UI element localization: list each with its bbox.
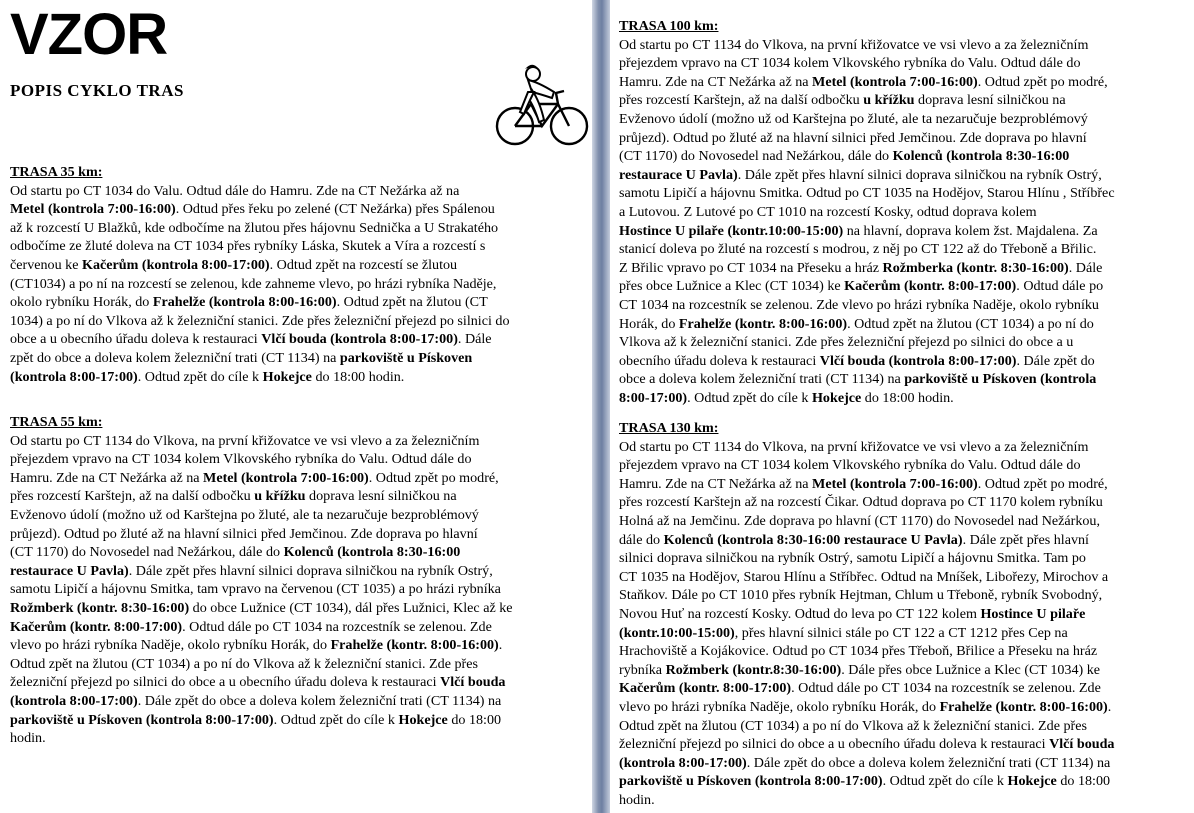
route-text-line xyxy=(10,293,510,312)
route-text: . Odtud dále po CT 1034 na rozcestník se zelenou. Zde xyxy=(791,680,1101,697)
route-text: přejezdem vpravo na CT 1034 kolem Vlkovského rybníka do Valu. Odtud dále do xyxy=(619,55,1081,72)
route-text: . Odtud zpět po modré, xyxy=(977,73,1108,90)
route-text: (CT1034) a po ní na rozcestí se zelenou, kde zahneme vlevo, po hrázi rybníka Naděje, xyxy=(10,275,497,292)
route-text: . xyxy=(1107,698,1112,715)
route-text-line xyxy=(619,296,1115,315)
route-text-line xyxy=(10,506,513,525)
checkpoint-text: Metel (kontrola 7:00-16:00) xyxy=(812,73,978,90)
route-text: . Dále zpět do obce a doleva kolem železniční trati (CT 1134) na xyxy=(746,754,1111,771)
route-text: a Lutovou. Z Lutové po CT 1010 na rozcestí Kosky, odtud doprava kolem xyxy=(619,203,1037,220)
route-text-line xyxy=(619,438,1114,457)
route-text-line xyxy=(10,729,513,748)
route-text-line xyxy=(619,203,1115,222)
checkpoint-text: parkoviště u Pískoven (kontrola xyxy=(904,371,1097,388)
route-text: samotu Lipičí a hájovnu Smitka. Odtud po CT 1035 na Hodějov, Starou Hlínu , Stříbřec xyxy=(619,185,1115,202)
checkpoint-text: (kontrola 8:00-17:00) xyxy=(619,754,747,771)
route-text: . Odtud přes řeku po zelené (CT Nežárka) přes Spálenou xyxy=(175,201,495,218)
route-text: dále do xyxy=(619,531,664,548)
route-text: až k rozcestí U Blažků, kde odbočíme na žlutou přes hájovnu Sednička a U Strakatého xyxy=(10,219,499,236)
route-text-line xyxy=(10,655,513,674)
checkpoint-text: Hokejce xyxy=(262,368,312,385)
route-text: Hrachoviště a Kojákovice. Odtud po CT 1034 přes Třeboň, Břilice a Přeseku na hráz xyxy=(619,643,1098,660)
route-text-line xyxy=(619,352,1115,371)
route-text-line xyxy=(619,333,1115,352)
route-text-line xyxy=(619,36,1115,55)
route-text: zpět do obce a doleva kolem železniční trati (CT 1134) na xyxy=(10,349,340,366)
checkpoint-text: (kontr.10:00-15:00) xyxy=(727,222,844,239)
checkpoint-text: Hostince U pilaře xyxy=(980,605,1086,622)
route-text: přes obce Lužnice a Klec (CT 1034) ke xyxy=(619,278,845,295)
checkpoint-text: Hokejce xyxy=(1007,773,1057,790)
route-text: silnici doprava silničkou na rybník Ostrý, samotu Lipičí a hájovnu Smitka. Tam po xyxy=(619,550,1086,567)
route-text: do 18:00 xyxy=(1056,773,1111,790)
route-text-line xyxy=(619,259,1115,278)
route-text: (CT 1170) do Novosedel nad Nežárkou, dále do xyxy=(619,148,893,165)
route-text: Od startu po CT 1134 do Vlkova, na první křižovatce ve vsi vlevo a za železničním xyxy=(10,432,480,449)
route-text: . Odtud dále po xyxy=(1016,278,1104,295)
route-text: Hamru. Zde na CT Nežárka až na xyxy=(619,73,813,90)
route-text: . Dále xyxy=(457,331,492,348)
route-text: . Odtud zpět do cíle k xyxy=(273,711,399,728)
route-text: vlevo po hrázi rybníka Naděje, okolo rybníku Horák, do xyxy=(10,637,331,654)
route-text: Novou Huť na rozcestí Kosky. Odtud do leva po CT 122 kolem xyxy=(619,605,981,622)
checkpoint-text: Hostince U pilaře xyxy=(619,222,724,239)
route-text: Horák, do xyxy=(619,315,679,332)
route-text-line xyxy=(10,618,513,637)
route-text: Evženovo údolí (možno už od Karštejna po žluté, ale ta nezaručuje bezproblémový xyxy=(619,110,1088,127)
checkpoint-text: restaurace U Pavla) xyxy=(619,166,738,183)
route-text-line xyxy=(10,525,513,544)
route-text: obce a u obecního úřadu doleva k restauraci xyxy=(10,331,262,348)
route-heading: TRASA 55 km: xyxy=(10,414,103,430)
route-text: obecního úřadu doleva k restauraci xyxy=(619,352,820,369)
route-text-line xyxy=(619,772,1114,791)
route-text: samotu Lipičí a hájovnu Smitka, tam vpravo na červenou (CT 1035) a po hrázi rybníka xyxy=(10,581,501,598)
route-text: Evženovo údolí (možno už od Karštejna po žluté, ale ta nezaručuje bezproblémový xyxy=(10,506,479,523)
route-text: . Odtud zpět do cíle k xyxy=(687,389,812,406)
document-subtitle: POPIS CYKLO TRAS xyxy=(10,81,184,100)
route-text-line xyxy=(10,711,513,730)
route-100km xyxy=(619,17,1115,407)
checkpoint-text: parkoviště u Pískoven xyxy=(339,349,473,366)
route-text-line xyxy=(10,275,510,294)
route-text: přes rozcestí Karštejn až na rozcestí Čikar. Odtud doprava po CT 1170 kolem rybníku xyxy=(619,494,1103,511)
route-text: Z Břilic vpravo po CT 1034 na Přeseku a hráz xyxy=(619,259,883,276)
route-text-line xyxy=(619,370,1115,389)
route-text: průjezd). Odtud po žluté až na hlavní silnici před Jemčinou. Zde doprava po hlavní xyxy=(10,525,478,542)
route-text: železniční přejezd po silnici do obce a u obecního úřadu doleva k restauraci xyxy=(619,736,1050,753)
checkpoint-text: Kačerům (kontr. 8:00-17:00) xyxy=(844,278,1017,295)
checkpoint-text: Metel (kontrola 7:00-16:00) xyxy=(10,201,176,218)
checkpoint-text: parkoviště u Pískoven (kontrola 8:00-17:00) xyxy=(10,711,274,728)
route-text: . Dále přes obce Lužnice a Klec (CT 1034) ke xyxy=(841,661,1101,678)
route-text: přejezdem vpravo na CT 1034 kolem Vlkovského rybníka do Valu. Odtud dále do xyxy=(619,457,1081,474)
route-text-line xyxy=(10,312,510,331)
checkpoint-text: (kontrola 8:00-17:00) xyxy=(10,692,138,709)
route-text-line xyxy=(619,73,1115,92)
route-text-line xyxy=(10,450,513,469)
route-text: . Odtud zpět do cíle k xyxy=(137,368,263,385)
route-text-line xyxy=(619,493,1114,512)
route-text-line xyxy=(10,200,510,219)
route-text-line xyxy=(10,562,513,581)
route-text-line xyxy=(10,432,513,451)
route-text: průjezd). Odtud po žluté až na hlavní silnici před Jemčinou. Zde doprava po hlavní xyxy=(619,129,1087,146)
route-text: . Odtud zpět po modré, xyxy=(977,475,1108,492)
route-text: . xyxy=(498,637,503,654)
route-text-line xyxy=(10,487,513,506)
route-text: . Odtud zpět po modré, xyxy=(368,469,499,486)
route-35km xyxy=(10,163,510,386)
route-text-line xyxy=(10,692,513,711)
route-text: přes rozcestí Karštejn, až na další odbočku xyxy=(10,488,255,505)
checkpoint-text: Kolenců (kontrola 8:30-16:00 xyxy=(283,544,461,561)
route-heading: TRASA 100 km: xyxy=(619,18,719,34)
route-text: na hlavní, doprava kolem žst. Majdalena. Za xyxy=(843,222,1098,239)
route-text: . Odtud zpět na rozcestí se žlutou xyxy=(269,256,458,273)
checkpoint-text: Metel (kontrola 7:00-16:00) xyxy=(203,469,369,486)
route-text: do 18:00 hodin. xyxy=(311,368,405,385)
route-text: hodin. xyxy=(10,730,46,747)
route-text-line xyxy=(10,237,510,256)
checkpoint-text: Frahelže (kontr. 8:00-16:00) xyxy=(330,637,499,654)
route-text-line xyxy=(10,673,513,692)
route-text-line xyxy=(10,256,510,275)
route-text: přejezdem vpravo na CT 1034 kolem Vlkovského rybníka do Valu. Odtud dále do xyxy=(10,451,472,468)
route-text: rybníka xyxy=(619,661,666,678)
route-text-line xyxy=(619,717,1114,736)
route-text: Odtud zpět na žlutou (CT 1034) a po ní do Vlkova až k železniční stanici. Zde přes xyxy=(10,655,478,672)
checkpoint-text: Rožmberk (kontr. 8:30-16:00) xyxy=(10,599,190,616)
route-text-line xyxy=(619,54,1115,73)
route-text-line xyxy=(10,543,513,562)
route-text-line xyxy=(619,568,1114,587)
route-text-line xyxy=(619,184,1115,203)
left-page xyxy=(0,0,592,813)
route-text-line xyxy=(619,791,1114,810)
route-text: do obce Lužnice (CT 1034), dál přes Lužnici, Klec až ke xyxy=(189,599,513,616)
route-text-line xyxy=(619,166,1115,185)
route-text-line xyxy=(619,389,1115,408)
route-text: CT 1034 na rozcestník se zelenou. Zde vlevo po hrázi rybníka Naděje, okolo rybníku xyxy=(619,296,1099,313)
route-text: Staňkov. Dále po CT 1010 přes rybník Hejtman, Chlum u Třeboně, rybník Svobodný, xyxy=(619,587,1103,604)
checkpoint-text: restaurace U Pavla) xyxy=(10,562,129,579)
checkpoint-text: 8:00-17:00) xyxy=(619,389,688,406)
route-text-line xyxy=(10,599,513,618)
checkpoint-text: u křížku xyxy=(254,488,306,505)
route-text-line xyxy=(619,512,1114,531)
checkpoint-text: (kontr.10:00-15:00) xyxy=(619,624,735,641)
route-text-line xyxy=(619,735,1114,754)
route-text-line xyxy=(619,475,1114,494)
route-text: . Odtud zpět na žlutou (CT 1034) a po ní do xyxy=(847,315,1094,332)
right-page xyxy=(610,0,1194,813)
route-text: doprava lesní silničkou na xyxy=(914,92,1066,109)
route-text: okolo rybníku Horák, do xyxy=(10,294,153,311)
route-text-line xyxy=(10,636,513,655)
route-text: . Odtud dále po CT 1034 na rozcestník se zelenou. Zde xyxy=(182,618,492,635)
route-heading: TRASA 35 km: xyxy=(10,164,103,180)
route-text: obce a doleva kolem železniční trati (CT 1134) na xyxy=(619,371,905,388)
route-text: . Odtud zpět na žlutou (CT xyxy=(336,294,488,311)
route-text-line xyxy=(619,624,1114,643)
checkpoint-text: parkoviště u Pískoven (kontrola 8:00-17:00) xyxy=(619,773,883,790)
route-text: Od startu po CT 1134 do Vlkova, na první křižovatce ve vsi vlevo a za železničním xyxy=(619,36,1089,53)
route-130km xyxy=(619,419,1114,809)
route-text-line xyxy=(619,91,1115,110)
route-text-line xyxy=(619,240,1115,259)
route-text-line xyxy=(619,456,1114,475)
route-text-line xyxy=(619,549,1114,568)
checkpoint-text: Hokejce xyxy=(811,389,862,406)
route-text-line xyxy=(619,754,1114,773)
route-text: (CT 1170) do Novosedel nad Nežárkou, dále do xyxy=(10,544,284,561)
route-text: do 18:00 xyxy=(447,711,502,728)
checkpoint-text: u křížku xyxy=(863,92,915,109)
route-text: . Dále xyxy=(1068,259,1103,276)
checkpoint-text: (kontrola 8:00-17:00) xyxy=(10,368,138,385)
checkpoint-text: Rožmberk (kontr.8:30-16:00) xyxy=(665,661,842,678)
route-text-line xyxy=(10,330,510,349)
route-text: stanicí doleva po žluté na rozcestí s modrou, z něj po CT 122 až do Třeboně a Břilic. xyxy=(619,241,1097,258)
route-text: Vlkova až k železniční stanici. Zde přes železniční přejezd po silnici do obce a u xyxy=(619,334,1074,351)
route-heading: TRASA 130 km: xyxy=(619,420,719,436)
route-text-line xyxy=(619,129,1115,148)
checkpoint-text: Frahelže (kontr. 8:00-16:00) xyxy=(939,698,1108,715)
checkpoint-text: Rožmberka (kontr. 8:30-16:00) xyxy=(882,259,1069,276)
route-text: Od startu po CT 1134 do Vlkova, na první křižovatce ve vsi vlevo a za železničním xyxy=(619,438,1089,455)
route-text: . Dále zpět přes hlavní silnici doprava silničkou na rybník Ostrý, xyxy=(128,562,493,579)
checkpoint-text: Frahelže (kontrola 8:00-16:00) xyxy=(152,294,337,311)
route-text: 1034) a po ní do Vlkova až k železniční stanici. Zde přes železniční přejezd po silnici do xyxy=(10,312,510,329)
page-divider xyxy=(592,0,610,813)
route-text: přes rozcestí Karštejn, až na další odbočku xyxy=(619,92,864,109)
route-text-line xyxy=(619,586,1114,605)
route-text-line xyxy=(10,182,510,201)
route-text: odbočíme ze žluté doleva na CT 1034 přes rybníky Láska, Skutek a Víra a rozcestí s xyxy=(10,238,486,255)
route-text: do 18:00 hodin. xyxy=(861,389,954,406)
checkpoint-text: Kačerům (kontrola 8:00-17:00) xyxy=(82,256,270,273)
route-text-line xyxy=(619,661,1114,680)
route-text: vlevo po hrázi rybníka Naděje, okolo rybníku Horák, do xyxy=(619,698,940,715)
route-text: doprava lesní silničkou na xyxy=(305,488,457,505)
route-text-line xyxy=(619,110,1115,129)
route-text-line xyxy=(619,222,1115,241)
route-text-line xyxy=(619,679,1114,698)
checkpoint-text: Kačerům (kontr. 8:00-17:00) xyxy=(619,680,792,697)
route-text-line xyxy=(619,642,1114,661)
route-text: Hamru. Zde na CT Nežárka až na xyxy=(10,469,204,486)
checkpoint-text: Vlčí bouda (kontrola 8:00-17:00) xyxy=(819,352,1017,369)
route-text: hodin. xyxy=(619,791,655,808)
route-text-line xyxy=(10,368,510,387)
route-text-line xyxy=(619,315,1115,334)
route-text: Od startu po CT 1034 do Valu. Odtud dále do Hamru. Zde na CT Nežárka až na xyxy=(10,182,460,199)
route-text: . Dále zpět do obce a doleva kolem železniční trati (CT 1134) na xyxy=(137,692,502,709)
route-text-line xyxy=(10,469,513,488)
logo-title: VZOR xyxy=(10,2,168,67)
checkpoint-text: Metel (kontrola 7:00-16:00) xyxy=(812,475,978,492)
route-text: . Dále zpět do xyxy=(1016,352,1095,369)
route-text: . Dále zpět přes hlavní xyxy=(962,531,1089,548)
route-text: . Dále zpět přes hlavní silnici doprava silničkou na rybník Ostrý, xyxy=(737,166,1102,183)
checkpoint-text: Kolenců (kontrola 8:30-16:00 xyxy=(892,148,1070,165)
route-55km xyxy=(10,413,513,748)
route-text-line xyxy=(619,277,1115,296)
route-text: Odtud zpět na žlutou (CT 1034) a po ní do Vlkova až k železniční stanici. Zde přes xyxy=(619,717,1087,734)
route-text-line xyxy=(10,349,510,368)
route-text-line xyxy=(619,605,1114,624)
checkpoint-text: Kačerům (kontr. 8:00-17:00) xyxy=(10,618,183,635)
route-text: CT 1035 na Hodějov, Starou Hlínu a Stříbřec. Odtud na Mníšek, Libořezy, Mirochov a xyxy=(619,568,1109,585)
route-text-line xyxy=(619,531,1114,550)
route-text-line xyxy=(10,580,513,599)
route-text: červenou ke xyxy=(10,256,82,273)
route-text-line xyxy=(619,147,1115,166)
checkpoint-text: Kolenců (kontrola 8:30-16:00 restaurace U Pavla) xyxy=(663,531,963,548)
route-text: železniční přejezd po silnici do obce a u obecního úřadu doleva k restauraci xyxy=(10,674,441,691)
route-text: . Odtud zpět do cíle k xyxy=(882,773,1008,790)
checkpoint-text: Vlčí bouda xyxy=(440,674,506,691)
checkpoint-text: Hokejce xyxy=(398,711,448,728)
cyclist-icon xyxy=(494,62,590,150)
checkpoint-text: Vlčí bouda xyxy=(1049,736,1115,753)
checkpoint-text: Frahelže (kontr. 8:00-16:00) xyxy=(678,315,848,332)
route-text: Hamru. Zde na CT Nežárka až na xyxy=(619,475,813,492)
route-text: Holná až na Jemčinu. Zde doprava po hlavní (CT 1170) do Novosedel nad Nežárkou, xyxy=(619,512,1101,529)
route-text-line xyxy=(619,698,1114,717)
route-text-line xyxy=(10,219,510,238)
checkpoint-text: Vlčí bouda (kontrola 8:00-17:00) xyxy=(261,331,458,348)
route-text: , přes hlavní silnici stále po CT 122 a CT 1212 přes Cep na xyxy=(734,624,1068,641)
